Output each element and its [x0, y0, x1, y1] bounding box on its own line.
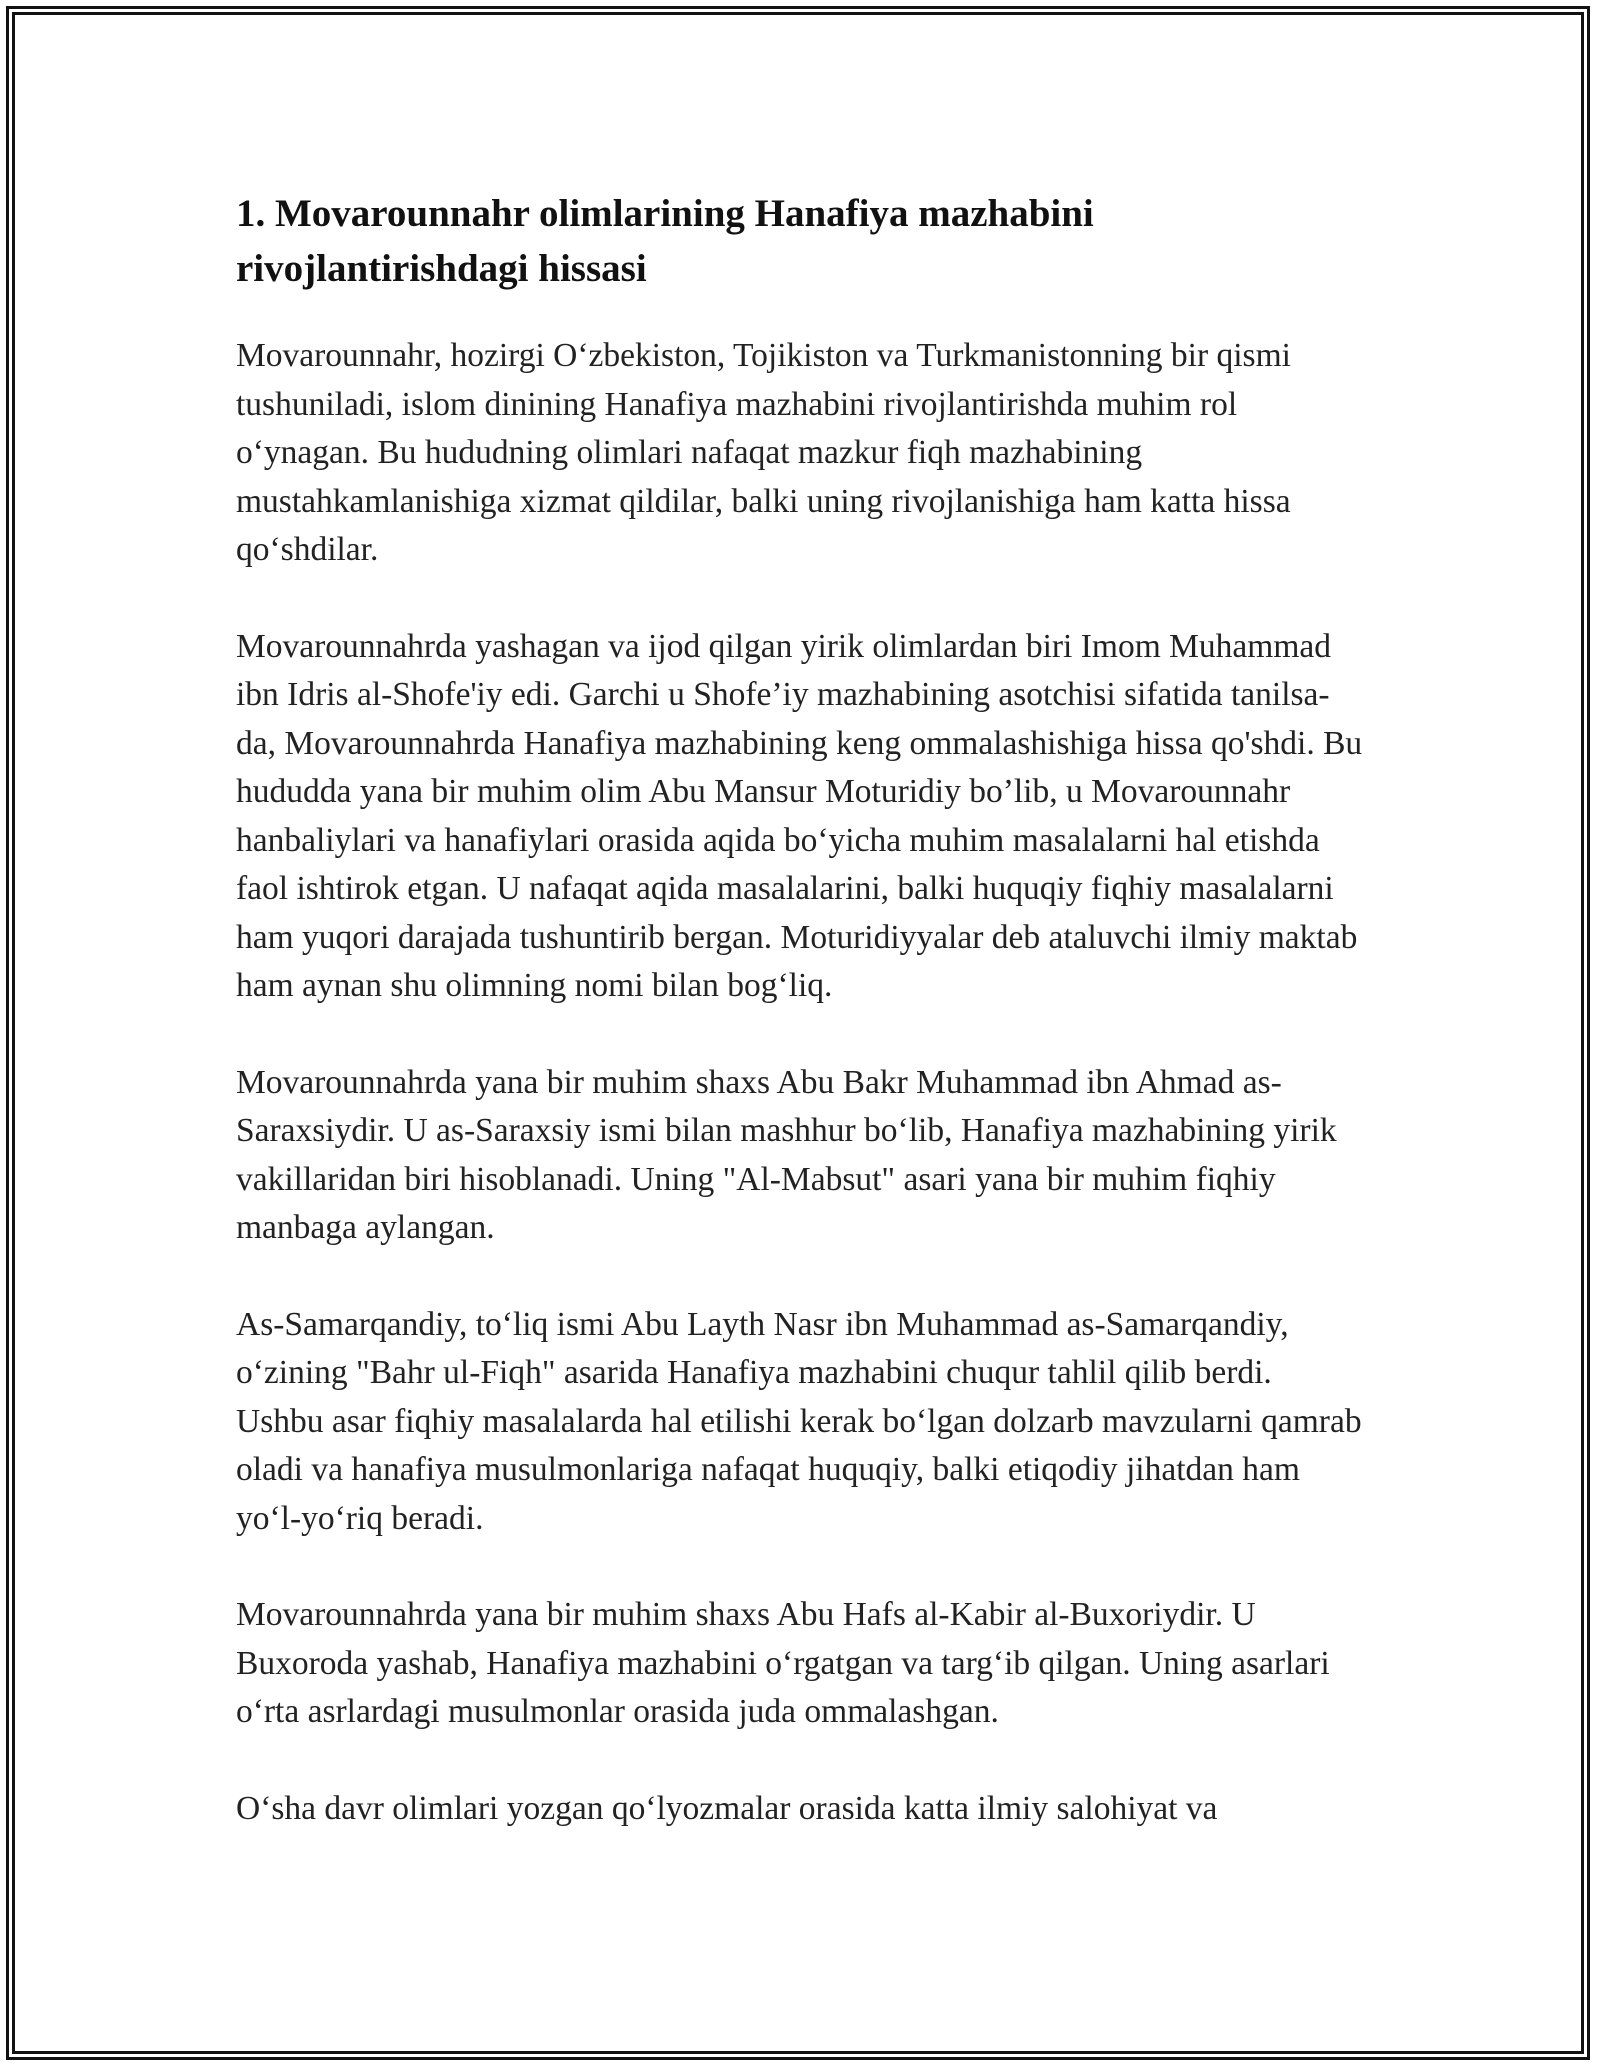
- paragraph-samarqandiy: As-Samarqandiy, to‘liq ismi Abu Layth Nasr ibn Muhammad as-Samarqandiy, o‘zining "Bahr ul-Fiqh" asarida Hanafiya mazhabini chuqur tahlil qilib berdi. Ushbu asar fiqhiy masalalarda hal etilishi kerak bo‘lgan dolzarb mavzularni qamrab oladi va hanafiya musulmonlariga nafaqat huquqiy, balki etiqodiy jihatdan ham yo‘l-yo‘riq beradi.: [236, 1305, 1362, 1537]
- paragraph-intro: Movarounnahr, hozirgi O‘zbekiston, Tojikiston va Turkmanistonning bir qismi tushuniladi, islom dinining Hanafiya mazhabini rivojlantirishda muhim rol o‘ynagan. Bu hududning olimlari nafaqat mazkur fiqh mazhabining mustahkamlanishiga xizmat qildilar, balki uning rivojlanishiga ham katta hissa qo‘shdilar.: [236, 337, 1291, 568]
- paragraph-moturidiy: Movarounnahrda yashagan va ijod qilgan yirik olimlardan biri Imom Muhammad ibn Idris al-Shofe'iy edi. Garchi u Shofe’iy mazhabining asotchisi sifatida tanilsa-da, Movarounnahrda Hanafiya mazhabining keng ommalashishiga hissa qo'shdi. Bu hududda yana bir muhim olim Abu Mansur Moturidiy bo’lib, u Movarounnahr hanbaliylari va hanafiylari orasida aqida bo‘yicha muhim masalalarni hal etishda faol ishtirok etgan. U nafaqat aqida masalalarini, balki huquqiy fiqhiy masalalarni ham yuqori darajada tushuntirib bergan. Moturidiyyalar deb ataluvchi ilmiy maktab ham aynan shu olimning nomi bilan bog‘liq.: [236, 627, 1363, 1004]
- paragraph-saraxsiy: Movarounnahrda yana bir muhim shaxs Abu Bakr Muhammad ibn Ahmad as-Saraxsiydir. U as-Saraxsiy ismi bilan mashhur bo‘lib, Hanafiya mazhabining yirik vakillaridan biri hisoblanadi. Uning "Al-Mabsut" asari yana bir muhim fiqhiy manbaga aylangan.: [236, 1063, 1337, 1246]
- paragraph-buxoriy: Movarounnahrda yana bir muhim shaxs Abu Hafs al-Kabir al-Buxoriydir. U Buxoroda yashab, Hanafiya mazhabini o‘rgatgan va targ‘ib qilgan. Uning asarlari o‘rta asrlardagi musulmonlar orasida juda ommalashgan.: [236, 1596, 1330, 1730]
- document-body: [236, 186, 1366, 1881]
- paragraph-closing-fragment: O‘sha davr olimlari yozgan qo‘lyozmalar orasida katta ilmiy salohiyat va: [236, 1789, 1218, 1827]
- section-heading: 1. Movarounnahr olimlarining Hanafiya mazhabini rivojlantirishdagi hissasi: [236, 192, 1094, 290]
